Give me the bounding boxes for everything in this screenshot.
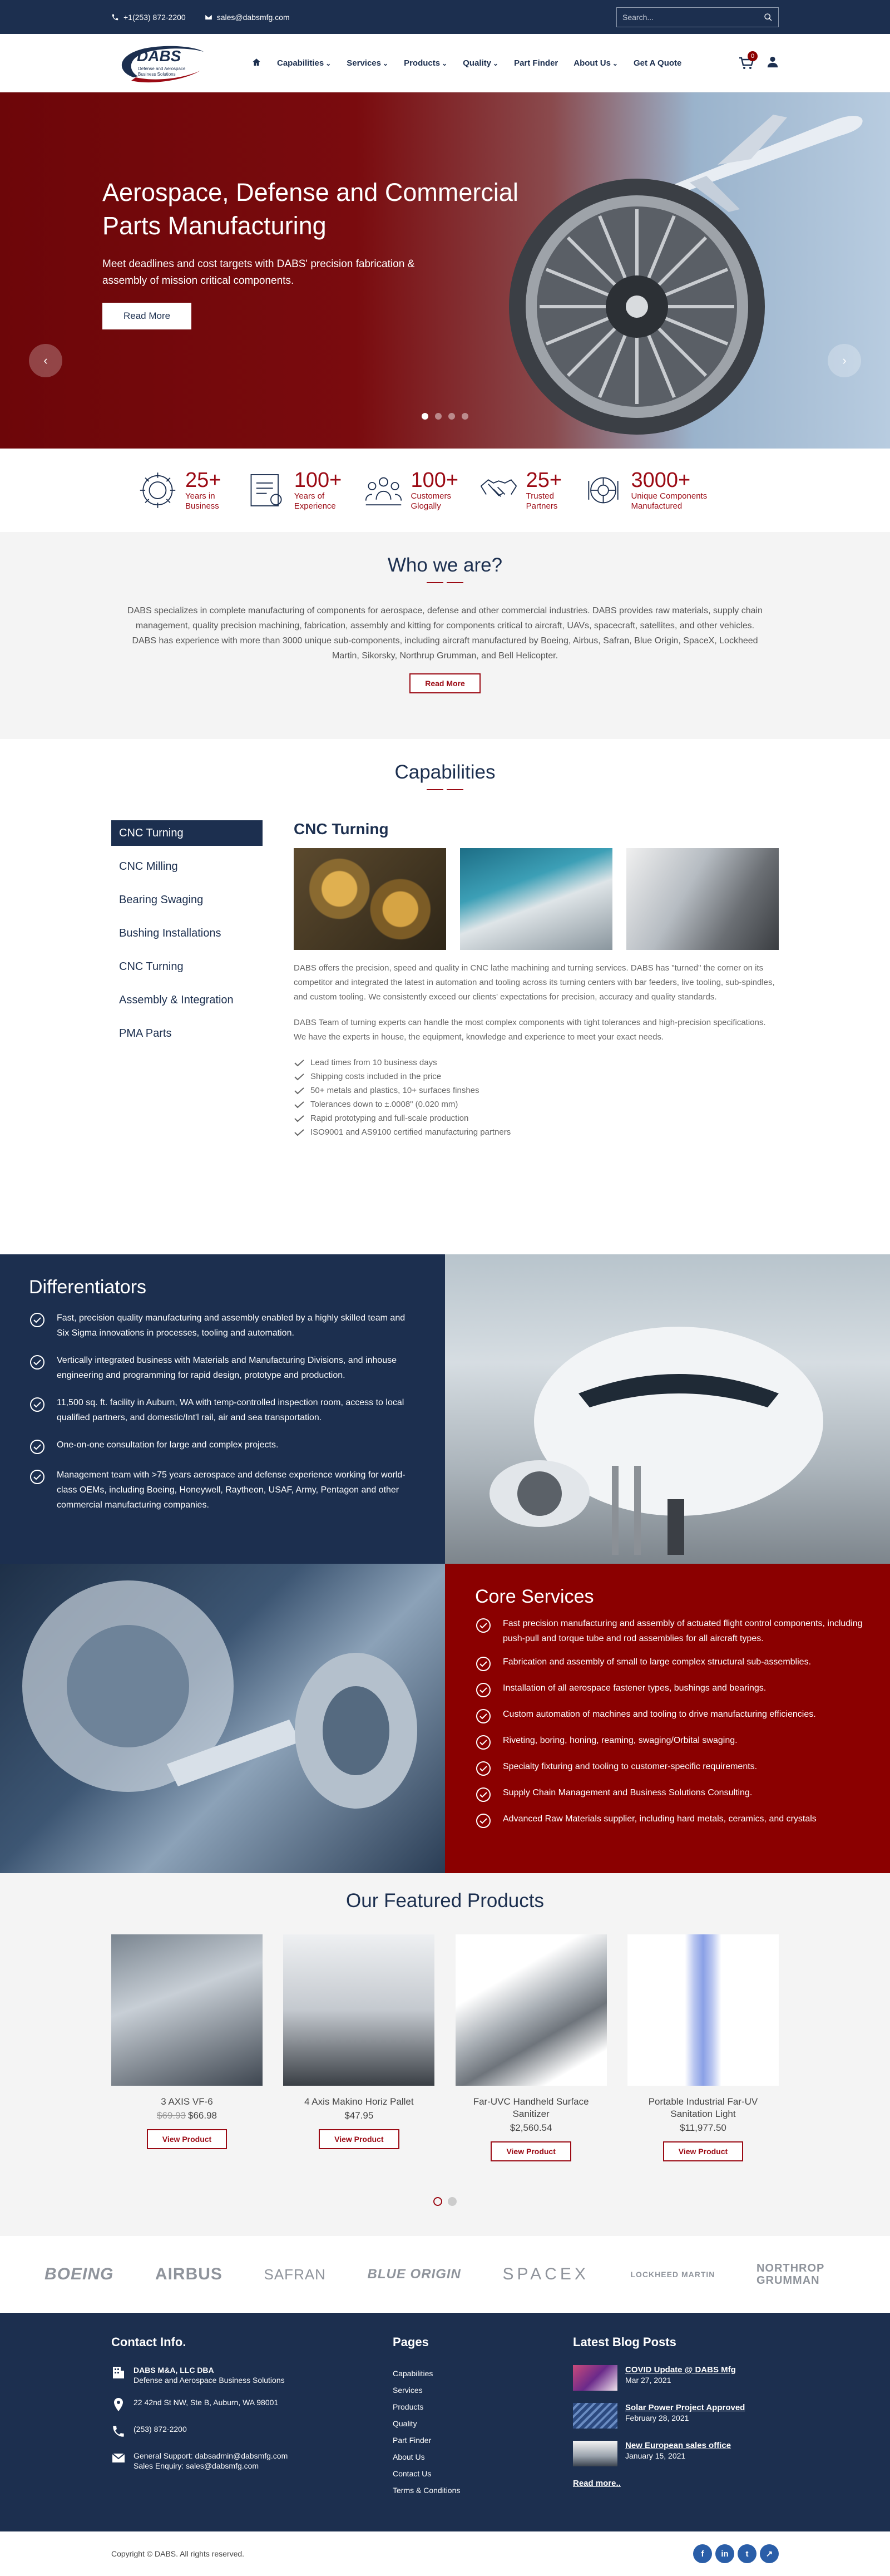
tab-cnc-milling[interactable]: CNC Milling xyxy=(119,860,178,873)
stat-label: Years of Experience xyxy=(294,491,336,511)
capability-paragraph-2: DABS Team of turning experts can handle the most complex components with tight tolerances and high-precision specifications. We have the experts in house, the equipment, knowledge and experience to meet your exact needs. xyxy=(294,1018,766,1042)
product-price xyxy=(627,2122,779,2134)
badge-check-icon xyxy=(29,1354,46,1371)
list-item xyxy=(475,1759,868,1777)
differentiators-panel xyxy=(0,1254,445,1564)
partner-logo-northrop-grumman: NORTHROP GRUMMAN xyxy=(756,2262,825,2287)
twitter-icon[interactable]: t xyxy=(738,2544,756,2563)
hero-slider xyxy=(0,92,890,449)
core-service-text: Installation of all aerospace fastener types, bushings and bearings. xyxy=(503,1683,767,1693)
footer-link-capabilities[interactable]: Capabilities xyxy=(393,2369,433,2378)
check-icon xyxy=(294,1115,305,1122)
list-item xyxy=(294,1097,779,1111)
capability-images xyxy=(294,848,779,950)
badge-check-icon xyxy=(475,1812,492,1829)
product-name[interactable]: 3 AXIS VF-6 xyxy=(161,2096,213,2107)
blog-post-title[interactable]: COVID Update @ DABS Mfg xyxy=(625,2365,736,2375)
dabs-logo[interactable] xyxy=(111,42,207,85)
badge-check-icon xyxy=(29,1312,46,1328)
company-subtitle: Defense and Aerospace Business Solutions xyxy=(134,2376,285,2385)
footer-link-products[interactable]: Products xyxy=(393,2402,424,2411)
blog-post[interactable] xyxy=(573,2441,779,2466)
slider-prev-arrow[interactable] xyxy=(29,344,62,377)
cart-button[interactable] xyxy=(739,52,755,70)
hero-title: Aerospace, Defense and Commercial Parts Manufacturing xyxy=(102,178,518,240)
list-item xyxy=(29,1437,412,1455)
differentiator-text: Vertically integrated business with Materials and Manufacturing Divisions, and inhouse engineering and programming for rapid design, prototype and production. xyxy=(57,1356,397,1380)
address-text: 22 42nd St NW, Ste B, Auburn, WA 98001 xyxy=(134,2398,279,2407)
list-item xyxy=(29,1353,412,1383)
list-item xyxy=(475,1681,868,1698)
footer xyxy=(0,2313,890,2531)
footer-link-services[interactable]: Services xyxy=(393,2386,423,2395)
support-email: General Support: dabsadmin@dabsmfg.com xyxy=(134,2451,288,2460)
list-item xyxy=(29,1467,412,1513)
badge-check-icon xyxy=(475,1734,492,1751)
differentiators-title: Differentiators xyxy=(29,1277,147,1298)
stat-label: Trusted Partners xyxy=(526,491,558,511)
nav-capabilities[interactable]: Capabilities ⌄ xyxy=(277,58,331,68)
tab-bushing-installations[interactable]: Bushing Installations xyxy=(119,927,221,939)
tab-assembly-integration[interactable]: Assembly & Integration xyxy=(119,994,234,1006)
certificate-icon xyxy=(247,469,286,511)
pagination-dot[interactable] xyxy=(433,2197,442,2206)
slider-dot[interactable] xyxy=(462,413,468,420)
nav-menu xyxy=(251,57,681,70)
list-item xyxy=(475,1785,868,1803)
list-item xyxy=(475,1733,868,1751)
product-card[interactable] xyxy=(627,1934,779,2161)
mail-icon xyxy=(111,2451,126,2465)
social-links xyxy=(693,2544,779,2563)
pagination-dot[interactable] xyxy=(448,2197,457,2206)
core-service-text: Specialty fixturing and tooling to customer-specific requirements. xyxy=(503,1762,758,1771)
core-service-text: Advanced Raw Materials supplier, including hard metals, ceramics, and crystals xyxy=(503,1814,817,1824)
product-current-price: $11,977.50 xyxy=(680,2122,726,2133)
product-price xyxy=(111,2110,263,2121)
nav-get-a-quote[interactable]: Get A Quote xyxy=(633,58,682,68)
search-icon[interactable] xyxy=(764,13,773,22)
email-text: sales@dabsmfg.com xyxy=(216,12,290,22)
core-services-title: Core Services xyxy=(475,1586,594,1607)
footer-link-about-us[interactable]: About Us xyxy=(393,2452,425,2461)
product-row xyxy=(111,1934,779,2161)
footer-link-part-finder[interactable]: Part Finder xyxy=(393,2436,432,2445)
footer-emails[interactable] xyxy=(111,2451,393,2471)
mail-icon xyxy=(205,13,212,21)
blog-thumbnail[interactable] xyxy=(573,2365,617,2391)
brass-parts-image xyxy=(294,848,446,950)
core-service-text: Supply Chain Management and Business Solutions Consulting. xyxy=(503,1788,753,1797)
partner-logo-spacex: SPACEX xyxy=(502,2265,589,2283)
capability-bullets xyxy=(294,1056,779,1139)
tab-cnc-turning-2[interactable]: CNC Turning xyxy=(119,961,184,973)
stat-years-business xyxy=(138,469,247,511)
list-item xyxy=(294,1056,779,1070)
blog-post-date: January 15, 2021 xyxy=(625,2451,686,2460)
who-read-more-button[interactable]: Read More xyxy=(409,673,481,693)
nav-icons xyxy=(739,52,779,71)
bullet-text: ISO9001 and AS9100 certified manufacturing partners xyxy=(310,1127,511,1137)
list-item xyxy=(475,1654,868,1672)
featured-products-section xyxy=(0,1873,890,2236)
stat-label: Customers Glogally xyxy=(411,491,452,511)
machining-tool-illustration xyxy=(0,1564,445,1873)
search-box xyxy=(616,7,779,27)
core-service-text: Custom automation of machines and tooling to drive manufacturing efficiencies. xyxy=(503,1710,816,1719)
view-product-button[interactable]: View Product xyxy=(147,2129,227,2149)
badge-check-icon xyxy=(475,1682,492,1698)
blog-post[interactable] xyxy=(573,2365,779,2391)
partner-logos xyxy=(0,2236,890,2313)
building-icon xyxy=(111,2365,126,2380)
capabilities-section xyxy=(0,739,890,1254)
badge-check-icon xyxy=(29,1469,46,1485)
location-pin-icon xyxy=(111,2397,126,2412)
copyright-bar xyxy=(0,2531,890,2576)
capability-detail xyxy=(294,820,779,1139)
handshake-icon xyxy=(479,469,518,511)
partner-logo-boeing: BOEING xyxy=(44,2265,114,2283)
footer-link-terms[interactable]: Terms & Conditions xyxy=(393,2486,461,2495)
product-card[interactable] xyxy=(456,1934,607,2161)
copyright-text: Copyright © DABS. All rights reserved. xyxy=(111,2549,245,2558)
footer-phone-text: (253) 872-2200 xyxy=(134,2425,187,2434)
stat-label: Unique Components Manufactured xyxy=(631,491,708,511)
footer-company xyxy=(111,2365,393,2385)
product-name[interactable]: Far-UVC Handheld Surface Sanitizer xyxy=(473,2096,589,2119)
stat-partners xyxy=(479,469,584,511)
bullet-text: 50+ metals and plastics, 10+ surfaces finshes xyxy=(310,1086,479,1095)
blog-thumbnail[interactable] xyxy=(573,2441,617,2466)
who-we-are-section xyxy=(0,532,890,739)
differentiator-text: 11,500 sq. ft. facility in Auburn, WA with temp-controlled inspection room, access to local qualified partners, and domestic/Int'l rail, air and sea transportation. xyxy=(57,1398,404,1422)
product-name[interactable]: 4 Axis Makino Horiz Pallet xyxy=(304,2096,414,2107)
list-item xyxy=(294,1125,779,1139)
core-service-text: Riveting, boring, honing, reaming, swaging/Orbital swaging. xyxy=(503,1736,738,1745)
check-icon xyxy=(294,1059,305,1067)
partner-logo-airbus: AIRBUS xyxy=(155,2265,222,2283)
chevron-right-icon: › xyxy=(842,353,847,367)
who-text: DABS specializes in complete manufacturing of components for aerospace, defense and other commercial industries. DABS provides raw materials, supply chain management, quality precision machining, fabrication, assembly and kitting for components critical to aircraft, UAVs, spacecraft, satellites, and other vehicles. DABS has experience with more than 3000 unique sub-components, including aircraft manufactured by Boeing, Airbus, Safran, Blue Origin, SpaceX, Lockheed Martin, Sikorsky, Northrup Grumman, and Bell Helicopter. xyxy=(127,606,763,661)
slider-dot[interactable] xyxy=(422,413,428,420)
product-current-price: $47.95 xyxy=(344,2110,374,2121)
blog-thumbnail[interactable] xyxy=(573,2403,617,2429)
user-account-icon[interactable] xyxy=(767,56,779,71)
main-nav xyxy=(0,34,890,92)
nav-services[interactable]: Services ⌄ xyxy=(347,58,388,68)
bullet-text: Rapid prototyping and full-scale production xyxy=(310,1114,469,1123)
lathe-image xyxy=(626,848,779,950)
product-price xyxy=(456,2122,607,2134)
blog-post-date: February 28, 2021 xyxy=(625,2414,689,2422)
slider-dot[interactable] xyxy=(448,413,455,420)
chevron-left-icon: ‹ xyxy=(43,353,48,367)
product-price xyxy=(283,2110,434,2121)
customers-icon xyxy=(364,469,403,511)
slider-dot[interactable] xyxy=(435,413,442,420)
engine-component-icon xyxy=(584,469,623,511)
differentiator-text: Management team with >75 years aerospace and defense experience working for world-class OEMs, including Boeing, Honeywell, Raytheon, USAF, Army, Pentagon and other commercial manufacturing companies. xyxy=(57,1470,406,1510)
hero-read-more-button[interactable]: Read More xyxy=(102,303,191,329)
blog-post-title[interactable]: New European sales office xyxy=(625,2441,731,2450)
company-name: DABS M&A, LLC DBA xyxy=(134,2366,214,2375)
nav-about-us[interactable]: About Us ⌄ xyxy=(573,58,618,68)
blog-post-title[interactable]: Solar Power Project Approved xyxy=(625,2403,745,2412)
list-item xyxy=(294,1070,779,1083)
stat-years-experience xyxy=(247,469,364,511)
core-service-text: Fabrication and assembly of small to large complex structural sub-assemblies. xyxy=(503,1657,812,1667)
capabilities-title: Capabilities xyxy=(394,761,496,783)
nav-quality[interactable]: Quality ⌄ xyxy=(463,58,498,68)
stats-bar xyxy=(0,449,890,532)
stat-number: 3000+ xyxy=(631,469,691,492)
list-item xyxy=(294,1111,779,1125)
product-name[interactable]: Portable Industrial Far-UV Sanitation Light xyxy=(648,2096,758,2119)
email-contact[interactable] xyxy=(205,13,290,22)
badge-check-icon xyxy=(475,1708,492,1725)
capability-paragraph-1: DABS offers the precision, speed and quality in CNC lathe machining and turning services. DABS has "turned" the corner on its competitor and integrated the latest in automation and tooling across its turning centers with bar feeders, live tooling, sub-spindles, and custom tooling. We consistently exceed our clients' expectations for precision, accuracy and quality standards. xyxy=(294,963,775,1002)
footer-contact-column xyxy=(111,2335,393,2499)
footer-link-contact-us[interactable]: Contact Us xyxy=(393,2469,432,2478)
list-item xyxy=(475,1616,868,1646)
badge-check-icon xyxy=(475,1760,492,1777)
linkedin-icon[interactable]: in xyxy=(715,2544,734,2563)
check-icon xyxy=(294,1087,305,1095)
footer-blog-title: Latest Blog Posts xyxy=(573,2335,676,2349)
title-divider xyxy=(427,787,463,794)
phone-icon xyxy=(111,13,119,21)
tab-bearing-swaging[interactable]: Bearing Swaging xyxy=(119,894,204,906)
badge-check-icon xyxy=(475,1617,492,1634)
product-current-price: $2,560.54 xyxy=(510,2122,552,2133)
footer-link-quality[interactable]: Quality xyxy=(393,2419,417,2428)
badge-check-icon xyxy=(475,1786,492,1803)
hero-content xyxy=(102,176,525,329)
share-icon[interactable]: ↗ xyxy=(760,2544,779,2563)
title-divider xyxy=(427,580,463,587)
check-icon xyxy=(294,1101,305,1109)
bullet-text: Shipping costs included in the price xyxy=(310,1072,442,1081)
facebook-icon[interactable]: f xyxy=(693,2544,712,2563)
core-services-section xyxy=(0,1564,890,1873)
stat-number: 25+ xyxy=(185,469,221,492)
product-image[interactable] xyxy=(456,1934,607,2086)
bullet-text: Tolerances down to ±.0008" (0.020 mm) xyxy=(310,1100,458,1109)
list-item xyxy=(475,1707,868,1725)
footer-blog-column xyxy=(573,2335,779,2499)
stat-components xyxy=(584,469,752,511)
products-title: Our Featured Products xyxy=(346,1890,544,1912)
view-product-button[interactable]: View Product xyxy=(319,2129,399,2149)
phone-text: +1(253) 872-2200 xyxy=(123,12,186,22)
nav-part-finder[interactable]: Part Finder xyxy=(514,58,558,68)
partner-logo-blue-origin: BLUE ORIGIN xyxy=(367,2267,461,2282)
turbine-engine-illustration xyxy=(506,176,768,437)
list-item xyxy=(29,1395,412,1425)
tab-pma-parts[interactable]: PMA Parts xyxy=(119,1027,172,1040)
blog-read-more-link[interactable]: Read more.. xyxy=(573,2479,621,2488)
footer-pages-column xyxy=(393,2335,573,2499)
view-product-button[interactable]: View Product xyxy=(663,2141,743,2161)
search-input[interactable] xyxy=(622,13,764,22)
footer-phone[interactable] xyxy=(111,2424,393,2439)
slider-next-arrow[interactable] xyxy=(828,344,861,377)
footer-address xyxy=(111,2397,393,2412)
product-old-price: $69.93 xyxy=(157,2110,186,2121)
bullet-text: Lead times from 10 business days xyxy=(310,1058,437,1067)
cnc-machine-image xyxy=(460,848,612,950)
differentiators-section xyxy=(0,1254,890,1564)
logo-tagline: Defense and Aerospace Business Solutions xyxy=(138,66,186,77)
core-service-text: Fast precision manufacturing and assembly of actuated flight control components, including push-pull and torque tube and rod assemblies for all aircraft types. xyxy=(503,1619,863,1643)
product-image[interactable] xyxy=(283,1934,434,2086)
badge-check-icon xyxy=(475,1656,492,1672)
slider-dots xyxy=(0,413,890,420)
phone-icon xyxy=(111,2424,126,2439)
sales-email: Sales Enquiry: sales@dabsmfg.com xyxy=(134,2461,259,2470)
partner-logo-lockheed-martin: LOCKHEED MARTIN xyxy=(630,2270,715,2279)
badge-check-icon xyxy=(29,1396,46,1413)
capability-tabs xyxy=(111,820,263,1139)
stat-number: 100+ xyxy=(294,469,342,492)
hangar-airplane-image xyxy=(445,1254,890,1564)
list-item xyxy=(29,1311,412,1341)
list-item xyxy=(294,1083,779,1097)
capability-heading: CNC Turning xyxy=(294,820,389,838)
product-image[interactable] xyxy=(627,1934,779,2086)
stat-label: Years in Business xyxy=(185,491,219,511)
gear-icon xyxy=(138,469,177,511)
stat-number: 25+ xyxy=(526,469,562,492)
stat-number: 100+ xyxy=(411,469,459,492)
core-services-panel xyxy=(445,1564,890,1873)
home-icon[interactable] xyxy=(251,57,261,70)
footer-contact-title: Contact Info. xyxy=(111,2335,186,2349)
nav-products[interactable]: Products ⌄ xyxy=(404,58,447,68)
badge-check-icon xyxy=(29,1439,46,1455)
products-pagination xyxy=(0,2197,890,2206)
differentiator-text: Fast, precision quality manufacturing and assembly enabled by a highly skilled team and Six Sigma innovations in processes, tooling and automation. xyxy=(57,1313,406,1338)
machining-image xyxy=(0,1564,445,1873)
list-item xyxy=(475,1811,868,1829)
blog-post-date: Mar 27, 2021 xyxy=(625,2376,671,2385)
view-product-button[interactable]: View Product xyxy=(491,2141,571,2161)
product-card[interactable] xyxy=(111,1934,263,2161)
top-bar xyxy=(0,0,890,34)
airplane-front-illustration xyxy=(445,1254,890,1564)
product-card[interactable] xyxy=(283,1934,434,2161)
cart-count-badge: 0 xyxy=(748,51,758,61)
who-title: Who we are? xyxy=(387,554,503,576)
phone-contact[interactable] xyxy=(111,13,186,22)
product-current-price: $66.98 xyxy=(188,2110,217,2121)
partner-logo-safran: SAFRAN xyxy=(264,2265,326,2283)
check-icon xyxy=(294,1129,305,1136)
footer-pages-title: Pages xyxy=(393,2335,429,2349)
hero-text: Meet deadlines and cost targets with DABS' precision fabrication & assembly of mission critical components. xyxy=(102,258,415,287)
tab-cnc-turning[interactable]: CNC Turning xyxy=(111,820,263,846)
product-image[interactable] xyxy=(111,1934,263,2086)
stat-customers xyxy=(364,469,479,511)
differentiator-text: One-on-one consultation for large and complex projects. xyxy=(57,1440,279,1450)
check-icon xyxy=(294,1073,305,1081)
logo-name: DABS xyxy=(137,47,181,65)
blog-post[interactable] xyxy=(573,2403,779,2429)
